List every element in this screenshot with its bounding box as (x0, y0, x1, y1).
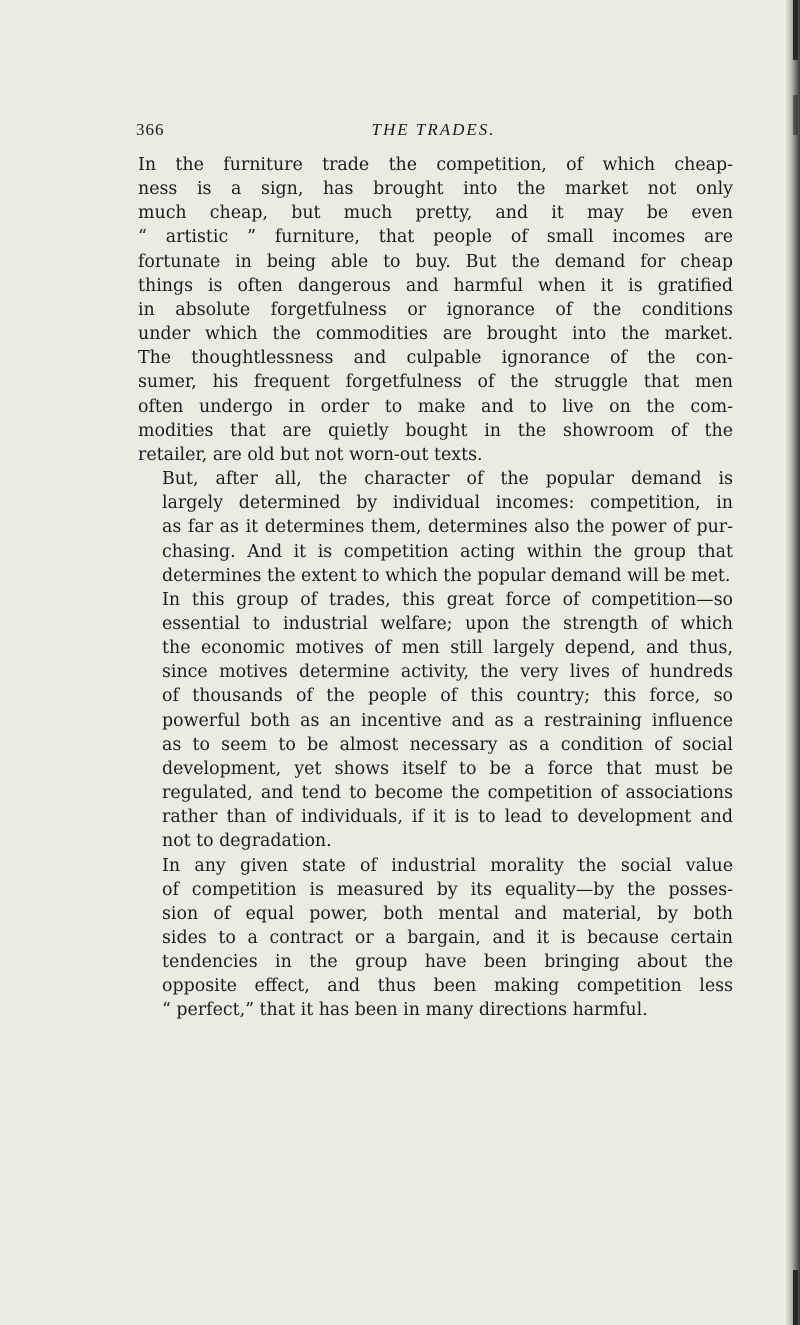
text-line: essential to industrial welfare; upon the strength of which (162, 613, 733, 634)
text-line: In the furniture trade the competition, of which cheap- (138, 155, 733, 175)
running-head (136, 120, 731, 142)
text-line: chasing. And it is competition acting within the group that (162, 541, 733, 562)
text-line: “ artistic ” furniture, that people of small incomes are (138, 227, 733, 248)
text-line: sides to a contract or a bargain, and it is because certain (162, 928, 733, 948)
text-line: things is often dangerous and harmful when it is gratified (138, 275, 733, 296)
text-line: rather than of individuals, if it is to lead to development and (162, 807, 733, 828)
text-line: The thoughtlessness and culpable ignorance of the con- (138, 348, 733, 369)
text-line: as far as it determines them, determines also the power of pur- (162, 517, 733, 538)
text-line: In this group of trades, this great force of competition—so (162, 589, 733, 610)
edge-mark (793, 95, 798, 135)
text-line: as to seem to be almost necessary as a condition of social (162, 734, 733, 755)
text-line: regulated, and tend to become the competition of associations (162, 783, 733, 804)
text-line: in absolute forgetfulness or ignorance of the conditions (138, 299, 733, 320)
text-line: of competition is measured by its equality—by the posses- (162, 879, 733, 900)
text-line: sumer, his frequent forgetfulness of the struggle that men (138, 372, 733, 393)
text-line: much cheap, but much pretty, and it may be even (138, 203, 733, 224)
edge-mark (793, 1270, 798, 1325)
running-title: THE TRADES. (371, 120, 496, 139)
text-line: But, after all, the character of the popular demand is (162, 469, 733, 490)
text-line: modities that are quietly bought in the showroom of the (138, 420, 733, 441)
text-line: ness is a sign, has brought into the market not only (138, 179, 733, 200)
page-number: 366 (136, 120, 165, 139)
text-line: retailer, are old but not worn-out texts. (138, 444, 483, 465)
edge-mark (793, 0, 798, 60)
text-line: the economic motives of men still largely depend, and thus, (162, 638, 733, 659)
text-line: under which the commodities are brought into the market. (138, 324, 733, 345)
text-line: sion of equal power, both mental and material, by both (162, 903, 733, 924)
paragraph (138, 588, 733, 854)
text-line: tendencies in the group have been bringing about the (162, 952, 733, 973)
text-line: opposite effect, and thus been making competition less (162, 976, 733, 997)
text-line: fortunate in being able to buy. But the demand for cheap (138, 251, 733, 272)
paragraph (138, 467, 733, 588)
page-edge-shadow (786, 0, 800, 1325)
text-line: determines the extent to which the popular demand will be met. (162, 565, 731, 586)
text-line: since motives determine activity, the very lives of hundreds (162, 662, 733, 683)
paragraph (138, 153, 733, 467)
text-line: not to degradation. (162, 831, 332, 852)
text-line: often undergo in order to make and to live on the com- (138, 396, 733, 417)
body-text (138, 153, 733, 1023)
paragraph (138, 854, 733, 1023)
text-line: In any given state of industrial morality the social value (162, 855, 733, 876)
text-line: of thousands of the people of this country; this force, so (162, 686, 733, 707)
text-line: development, yet shows itself to be a force that must be (162, 758, 733, 779)
text-line: “ perfect,” that it has been in many directions harmful. (162, 1000, 648, 1021)
text-line: largely determined by individual incomes: competition, in (162, 493, 733, 514)
text-line: powerful both as an incentive and as a restraining influence (162, 710, 733, 731)
